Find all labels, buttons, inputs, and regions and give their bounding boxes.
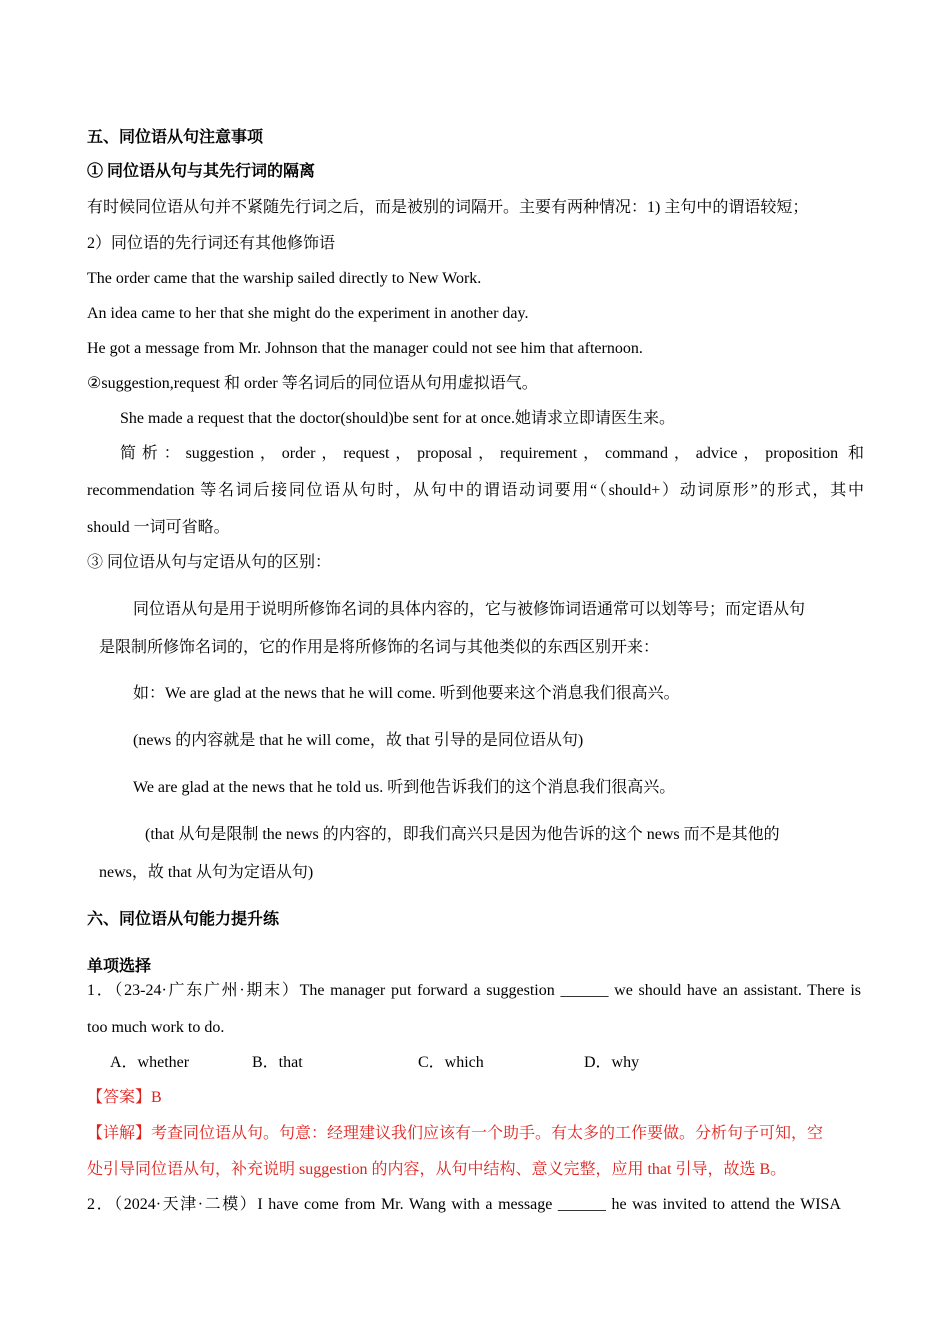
question-1-option-b: B．that — [252, 1054, 303, 1071]
subsection2-title: ②suggestion,request 和 order 等名词后的同位语从句用虚拟语气。 — [87, 375, 538, 392]
subsection2-analysis-line3: should 一词可省略。 — [87, 519, 230, 536]
example-sentence-3: He got a message from Mr. Johnson that the manager could not see him that afternoon. — [87, 340, 643, 357]
subsection2-analysis-line1: 简析：suggestion，order，request，proposal，requirement，command，advice，proposition 和 — [120, 445, 864, 462]
subsection1-title: ① 同位语从句与其先行词的隔离 — [87, 163, 316, 180]
subsection3-text-line2: 是限制所修饰名词的，它的作用是将所修饰的名词与其他类似的东西区别开来： — [99, 639, 660, 656]
subsection3-text-line1: 同位语从句是用于说明所修饰名词的具体内容的，它与被修饰词语通常可以划等号；而定语从句 — [133, 601, 806, 618]
question-1-stem-line1: 1．（23-24·广东广州·期末）The manager put forward a suggestion ______ we should have an assistant. There is — [87, 982, 861, 999]
subsection2-analysis-line2: recommendation 等名词后接同位语从句时，从句中的谓语动词要用“（should+）动词原形”的形式，其中 — [87, 482, 864, 499]
subsection3-example-1-note: (news 的内容就是 that he will come，故 that 引导的是同位语从句) — [133, 732, 584, 749]
subsection1-text-line1: 有时候同位语从句并不紧随先行词之后，而是被别的词隔开。主要有两种情况：1) 主句中的谓语较短； — [87, 199, 809, 216]
subsection3-example-2-note-line2: news，故 that 从句为定语从句) — [99, 864, 314, 881]
example-sentence-2: An idea came to her that she might do the experiment in another day. — [87, 305, 529, 322]
question-1-detail-line2: 处引导同位语从句，补充说明 suggestion 的内容，从句中结构、意义完整，应用 that 引导，故选 B。 — [87, 1161, 787, 1178]
question-1-option-d: D．why — [584, 1054, 640, 1071]
question-2-stem-line1: 2．（2024·天津·二模）I have come from Mr. Wang with a message ______ he was invited to attend the WISA — [87, 1196, 841, 1213]
subsection3-example-2: We are glad at the news that he told us. 听到他告诉我们的这个消息我们很高兴。 — [133, 779, 676, 796]
question-1-option-a: A．whether — [110, 1054, 190, 1071]
section6-subheading: 单项选择 — [87, 958, 152, 975]
subsection3-example-2-note-line1: (that 从句是限制 the news 的内容的，即我们高兴只是因为他告诉的这个 news 而不是其他的 — [145, 826, 780, 843]
section5-heading: 五、同位语从句注意事项 — [87, 129, 264, 146]
subsection2-example: She made a request that the doctor(should)be sent for at once.她请求立即请医生来。 — [120, 410, 675, 427]
question-1-detail-line1: 【详解】考查同位语从句。句意：经理建议我们应该有一个助手。有太多的工作要做。分析句子可知，空 — [87, 1125, 824, 1142]
section6-heading: 六、同位语从句能力提升练 — [87, 911, 280, 928]
subsection3-title: ③ 同位语从句与定语从句的区别： — [87, 554, 332, 571]
subsection3-example-1: 如：We are glad at the news that he will come. 听到他要来这个消息我们很高兴。 — [133, 685, 680, 702]
example-sentence-1: The order came that the warship sailed directly to New Work. — [87, 270, 482, 287]
question-1-answer: 【答案】B — [87, 1089, 162, 1106]
question-1-option-c: C．which — [418, 1054, 484, 1071]
subsection1-text-line2: 2）同位语的先行词还有其他修饰语 — [87, 235, 336, 252]
question-1-stem-line2: too much work to do. — [87, 1019, 225, 1036]
